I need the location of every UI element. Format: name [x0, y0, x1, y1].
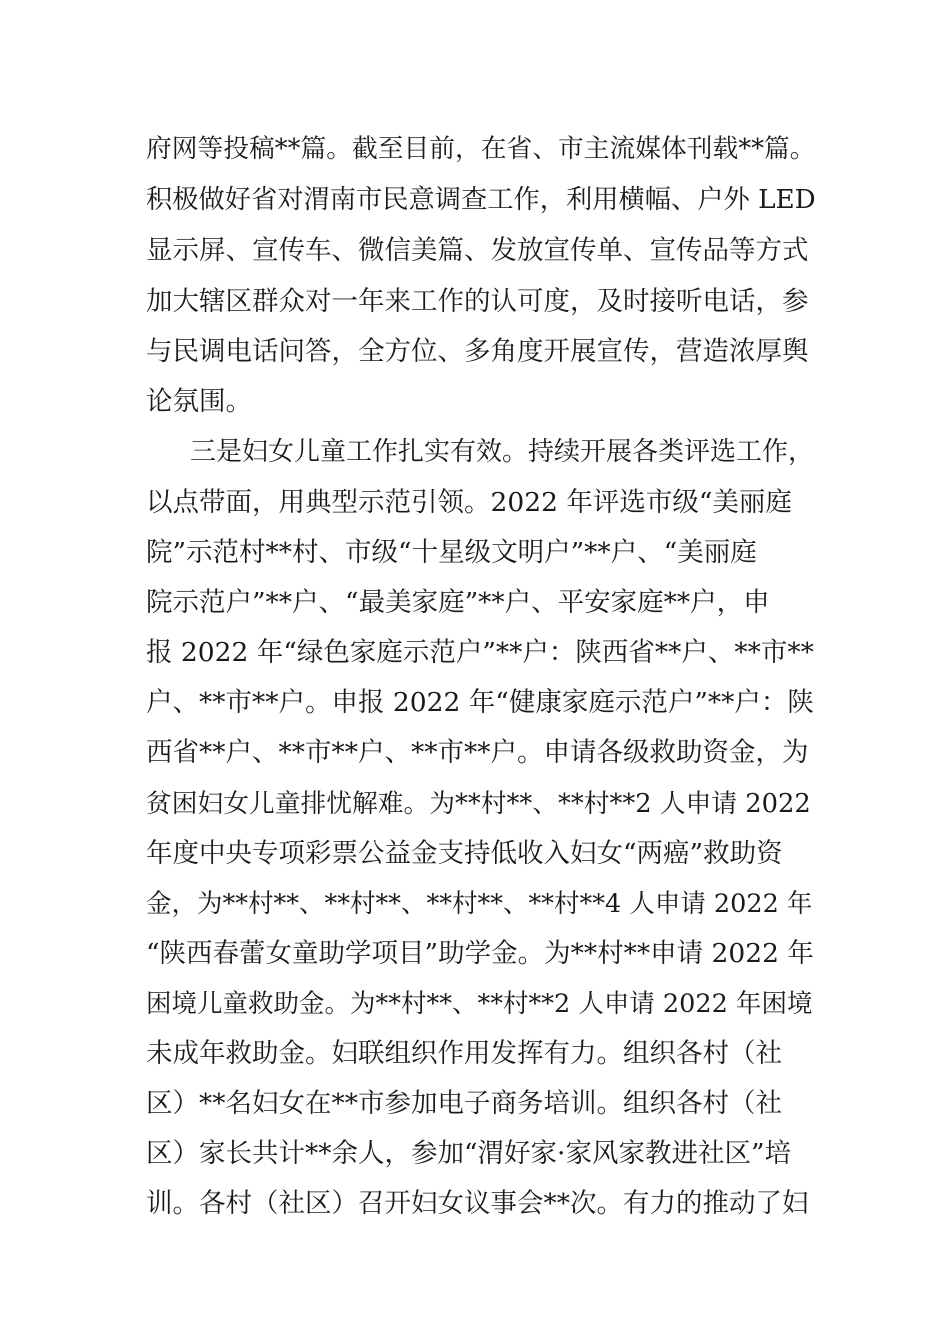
text-line: 未成年救助金。妇联组织作用发挥有力。组织各村（社	[146, 1038, 782, 1069]
text-line: 区）家长共计**余人，参加“渭好家·家风家教进社区”培	[146, 1138, 792, 1169]
text-line: 院”示范村**村、市级“十星级文明户”**户、“美丽庭	[146, 537, 757, 568]
text-line: 府网等投稿**篇。截至目前，在省、市主流媒体刊载**篇。	[146, 134, 816, 164]
text-line: 区）**名妇女在**市参加电子商务培训。组织各村（社	[146, 1088, 782, 1119]
text-line: 院示范户”**户、“最美家庭”**户、平安家庭**户，申	[146, 587, 770, 618]
text-line: 显示屏、宣传车、微信美篇、发放宣传单、宣传品等方式	[146, 235, 809, 266]
text-line: 年度中央专项彩票公益金支持低收入妇女“两癌”救助资	[146, 838, 783, 869]
text-line: 金，为**村**、**村**、**村**、**村**4 人申请 2022 年	[146, 889, 813, 919]
text-line: 积极做好省对渭南市民意调查工作，利用横幅、户外 LED	[146, 185, 816, 215]
text-line: 困境儿童救助金。为**村**、**村**2 人申请 2022 年困境	[146, 989, 813, 1019]
text-line: 贫困妇女儿童排忧解难。为**村**、**村**2 人申请 2022	[146, 789, 811, 819]
text-line: 与民调电话问答，全方位、多角度开展宣传，营造浓厚舆	[146, 336, 809, 367]
text-line: 西省**户、**市**户、**市**户。申请各级救助资金，为	[146, 737, 809, 768]
text-line: 加大辖区群众对一年来工作的认可度，及时接听电话，参	[146, 286, 809, 317]
text-line: 论氛围。	[146, 386, 252, 417]
paragraph-first-line: 三是妇女儿童工作扎实有效。持续开展各类评选工作，	[190, 437, 815, 467]
text-line: “陕西春蕾女童助学项目”助学金。为**村**申请 2022 年	[146, 938, 814, 969]
text-line: 训。各村（社区）召开妇女议事会**次。有力的推动了妇	[146, 1188, 809, 1219]
text-line: 报 2022 年“绿色家庭示范户”**户：陕西省**户、**市**	[146, 637, 814, 668]
text-line: 户、**市**户。申报 2022 年“健康家庭示范户”**户：陕	[146, 687, 814, 718]
text-line: 以点带面，用典型示范引领。2022 年评选市级“美丽庭	[146, 487, 792, 518]
